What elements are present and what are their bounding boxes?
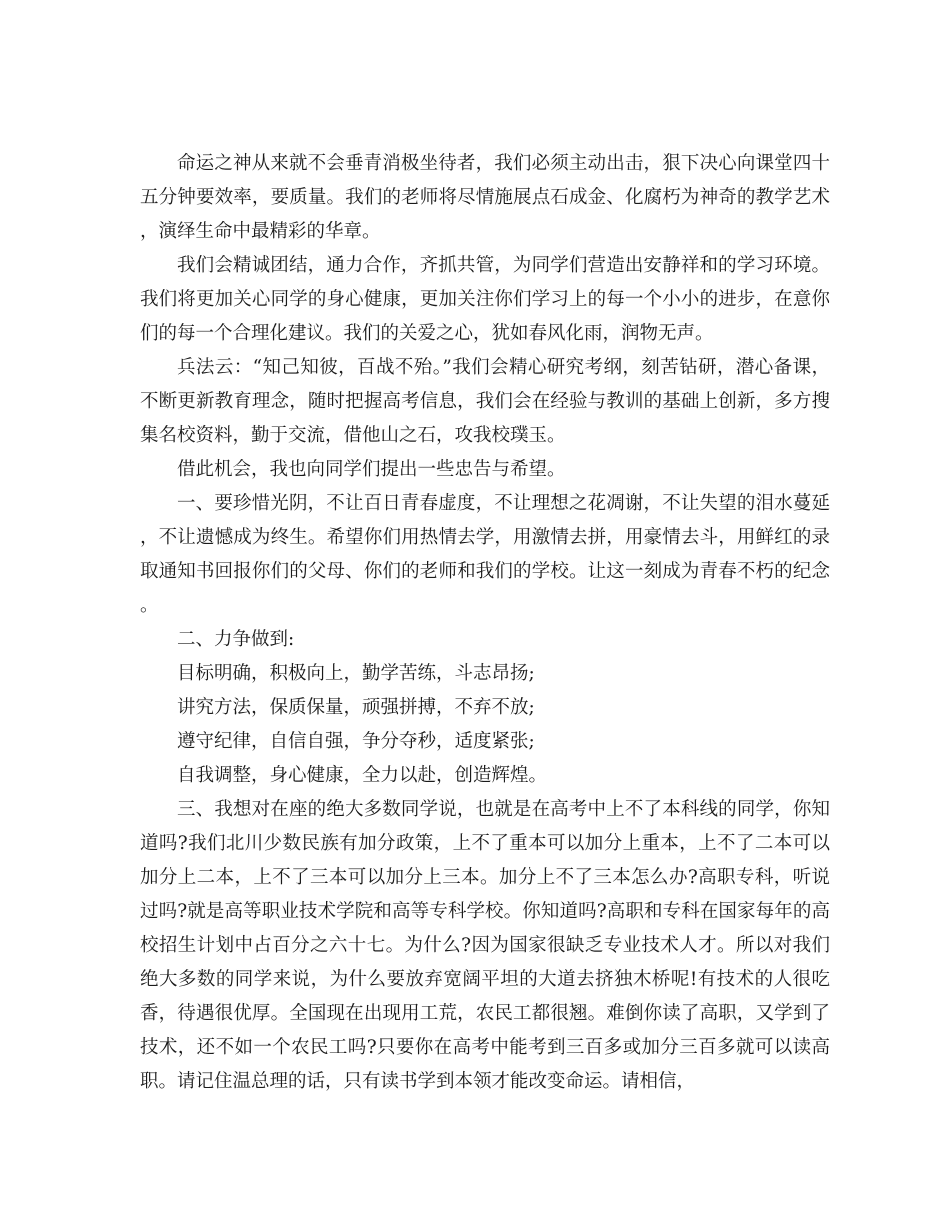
paragraph-point-three: 三、我想对在座的绝大多数同学说，也就是在高考中上不了本科线的同学，你知道吗?我们北川少数民族有加分政策，上不了重本可以加分上重本，上不了二本可以加分上二本，上不了三本可以加分上三本。加分上不了三本怎么办?高职专科，听说过吗?就是高等职业技术学院和高等专科学校。你知道吗?高职和专科在国家每年的高校招生计划中占百分之六十七。为什么?因为国家很缺乏专业技术人才。所以对我们绝大多数的同学来说，为什么要放弃宽阔平坦的大道去挤独木桥呢!有技术的人很吃香，待遇很优厚。全国现在出现用工荒，农民工都很翘。难倒你读了高职，又学到了技术，还不如一个农民工吗?只要你在高考中能考到三百多或加分三百多就可以读高职。请记住温总理的话，只有读书学到本领才能改变命运。请相信，	[140, 799, 830, 1092]
motto-line-3: 遵守纪律，自信自强，争分夺秒，适度紧张;	[177, 731, 535, 752]
paragraph-art-of-war: 兵法云：“知己知彼，百战不殆。”我们会精心研究考纲，刻苦钻研，潜心备课，不断更新教育理念，随时把握高考信息，我们会在经验与教训的基础上创新，多方搜集名校资料，勤于交流，借他山之石，攻我校璞玉。	[140, 357, 830, 446]
paragraph-point-two: 二、力争做到:	[177, 629, 295, 650]
paragraph-destiny: 命运之神从来就不会垂青消极坐待者，我们必须主动出击，狠下决心向课堂四十五分钟要效率，要质量。我们的老师将尽情施展点石成金、化腐朽为神奇的教学艺术，演绎生命中最精彩的华章。	[140, 153, 830, 242]
motto-line-2: 讲究方法，保质保量，顽强拼搏，不弃不放;	[177, 697, 535, 718]
paragraph-advice-intro: 借此机会，我也向同学们提出一些忠告与希望。	[177, 459, 566, 480]
motto-line-4: 自我调整，身心健康，全力以赴，创造辉煌。	[177, 765, 548, 786]
paragraph-unity: 我们会精诚团结，通力合作，齐抓共管，为同学们营造出安静祥和的学习环境。我们将更加关心同学的身心健康，更加关注你们学习上的每一个小小的进步，在意你们的每一个合理化建议。我们的关爱之心，犹如春风化雨，润物无声。	[140, 255, 830, 344]
paragraph-point-one: 一、要珍惜光阴，不让百日青春虚度，不让理想之花凋谢，不让失望的泪水蔓延，不让遗憾成为终生。希望你们用热情去学，用激情去拼，用豪情去斗，用鲜红的录取通知书回报你们的父母、你们的老师和我们的学校。让这一刻成为青春不朽的纪念。	[140, 493, 830, 616]
motto-line-1: 目标明确，积极向上，勤学苦练，斗志昂扬;	[177, 663, 535, 684]
